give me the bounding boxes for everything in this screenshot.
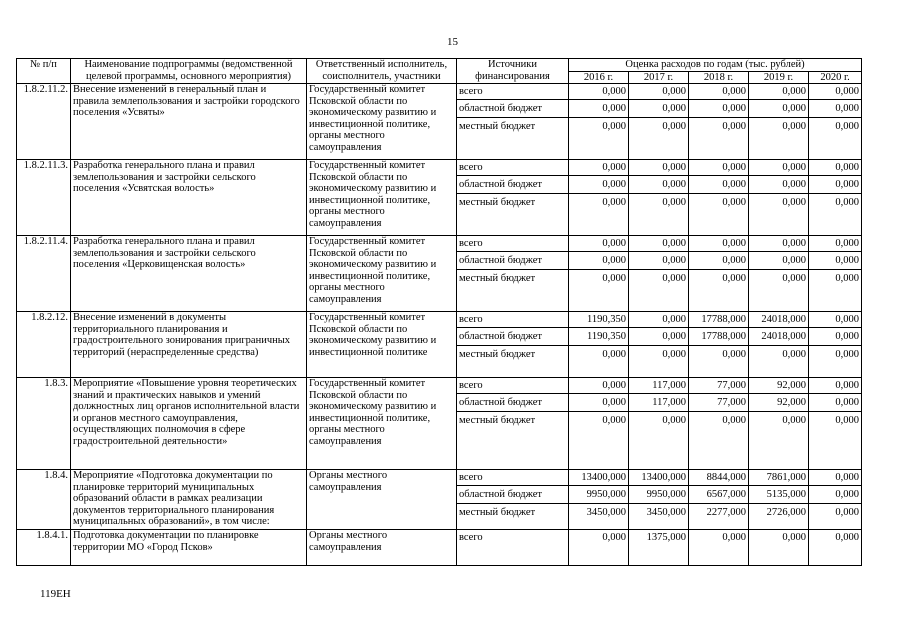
amount-value: 117,000 bbox=[629, 378, 688, 394]
row-code: 1.8.2.12. bbox=[17, 312, 71, 378]
amount-value: 13400,000 bbox=[629, 470, 688, 486]
row-name: Разработка генерального плана и правил землепользования и застройки сельского поселения «Усвятская волость» bbox=[71, 160, 307, 236]
amount-value: 0,000 bbox=[629, 328, 688, 346]
row-executor: Государственный комитет Псковской области по экономическому развитию и инвестиционной политике, органы местного самоуправления bbox=[307, 378, 457, 470]
amount-value: 0,000 bbox=[662, 415, 686, 426]
row-code: 1.8.2.11.2. bbox=[17, 84, 71, 160]
row-name: Мероприятие «Повышение уровня теоретических знаний и практических навыков и умений должностных лиц органов исполнительной власти и органов местного самоуправления, осуществляющих полномочия в сфере градостроительной деятельности» bbox=[71, 378, 307, 470]
row-name: Внесение изменений в генеральный план и правила землепользования и застройки городского поселения «Усвяты» bbox=[71, 84, 307, 160]
header-executor: Ответственный исполнитель, соисполнитель, участники bbox=[307, 59, 457, 84]
year-values bbox=[809, 470, 862, 530]
amount-value: 0,000 bbox=[809, 176, 861, 194]
amount-value: 0,000 bbox=[569, 394, 628, 412]
row-executor: Государственный комитет Псковской области по экономическому развитию и инвестиционной политике, органы местного самоуправления bbox=[307, 160, 457, 236]
amount-value: 0,000 bbox=[749, 160, 808, 176]
amount-value: 92,000 bbox=[749, 378, 808, 394]
amount-value: 2726,000 bbox=[766, 507, 806, 518]
amount-value: 0,000 bbox=[689, 252, 748, 270]
amount-value: 0,000 bbox=[722, 532, 746, 543]
amount-value: 0,000 bbox=[809, 84, 861, 100]
header-name: Наименование подпрограммы (ведомственной целевой программы, основного мероприятия) bbox=[71, 59, 307, 84]
amount-value: 0,000 bbox=[569, 378, 628, 394]
row-code: 1.8.2.11.3. bbox=[17, 160, 71, 236]
budget-table bbox=[16, 58, 862, 566]
row-sources bbox=[457, 160, 569, 236]
amount-value: 2277,000 bbox=[706, 507, 746, 518]
source-label: местный бюджет bbox=[459, 273, 536, 284]
amount-value: 0,000 bbox=[809, 328, 861, 346]
year-values bbox=[629, 312, 689, 378]
amount-value: 0,000 bbox=[749, 100, 808, 118]
row-executor: Государственный комитет Псковской области по экономическому развитию и инвестиционной политике, органы местного самоуправления bbox=[307, 84, 457, 160]
row-executor: Органы местного самоуправления bbox=[307, 530, 457, 566]
source-label: местный бюджет bbox=[459, 349, 536, 360]
year-values bbox=[629, 530, 689, 566]
amount-value: 0,000 bbox=[782, 197, 806, 208]
table-row bbox=[17, 84, 862, 160]
amount-value: 0,000 bbox=[629, 100, 688, 118]
amount-value: 0,000 bbox=[809, 236, 861, 252]
row-sources bbox=[457, 378, 569, 470]
source-label: областной бюджет bbox=[457, 486, 568, 504]
amount-value: 0,000 bbox=[602, 121, 626, 132]
year-values bbox=[749, 470, 809, 530]
amount-value: 0,000 bbox=[662, 197, 686, 208]
header-row-1 bbox=[17, 59, 862, 72]
amount-value: 0,000 bbox=[835, 532, 860, 543]
amount-value: 0,000 bbox=[569, 252, 628, 270]
amount-value: 0,000 bbox=[662, 273, 686, 284]
amount-value: 0,000 bbox=[749, 176, 808, 194]
row-executor: Государственный комитет Псковской области по экономическому развитию и инвестиционной политике bbox=[307, 312, 457, 378]
header-year: 2018 г. bbox=[689, 71, 749, 84]
amount-value: 9950,000 bbox=[569, 486, 628, 504]
row-code: 1.8.4.1. bbox=[17, 530, 71, 566]
amount-value: 0,000 bbox=[569, 160, 628, 176]
amount-value: 0,000 bbox=[662, 121, 686, 132]
amount-value: 0,000 bbox=[602, 532, 626, 543]
year-values bbox=[809, 236, 862, 312]
table-row bbox=[17, 236, 862, 312]
year-values bbox=[689, 236, 749, 312]
amount-value: 117,000 bbox=[629, 394, 688, 412]
year-values bbox=[749, 312, 809, 378]
amount-value: 17788,000 bbox=[689, 328, 748, 346]
amount-value: 0,000 bbox=[835, 349, 860, 360]
amount-value: 0,000 bbox=[629, 84, 688, 100]
row-name: Подготовка документации по планировке территории МО «Город Псков» bbox=[71, 530, 307, 566]
row-executor: Органы местного самоуправления bbox=[307, 470, 457, 530]
year-values bbox=[569, 378, 629, 470]
amount-value: 0,000 bbox=[629, 160, 688, 176]
source-label: местный бюджет bbox=[459, 507, 536, 518]
amount-value: 0,000 bbox=[569, 176, 628, 194]
source-label: областной бюджет bbox=[457, 252, 568, 270]
table-row bbox=[17, 530, 862, 566]
row-code: 1.8.3. bbox=[17, 378, 71, 470]
amount-value: 1375,000 bbox=[646, 532, 686, 543]
row-name: Внесение изменений в документы территориального планирования и градостроительного зонирования приграничных территорий (нераспределенные средства) bbox=[71, 312, 307, 378]
source-label: областной бюджет bbox=[457, 328, 568, 346]
year-values bbox=[689, 312, 749, 378]
source-label: областной бюджет bbox=[457, 176, 568, 194]
amount-value: 0,000 bbox=[602, 415, 626, 426]
source-label: всего bbox=[457, 160, 568, 176]
amount-value: 0,000 bbox=[835, 273, 860, 284]
year-values bbox=[569, 530, 629, 566]
amount-value: 0,000 bbox=[569, 236, 628, 252]
amount-value: 7861,000 bbox=[749, 470, 808, 486]
year-values bbox=[629, 84, 689, 160]
row-sources bbox=[457, 470, 569, 530]
year-values bbox=[629, 470, 689, 530]
amount-value: 0,000 bbox=[689, 84, 748, 100]
amount-value: 0,000 bbox=[629, 176, 688, 194]
year-values bbox=[569, 236, 629, 312]
amount-value: 0,000 bbox=[809, 394, 861, 412]
page-number: 15 bbox=[447, 36, 458, 48]
amount-value: 0,000 bbox=[689, 236, 748, 252]
row-name: Мероприятие «Подготовка документации по планировке территорий муниципальных образований области в рамках реализации документов территориального планирования муниципальных образований», в том числе: bbox=[71, 470, 307, 530]
amount-value: 0,000 bbox=[782, 349, 806, 360]
table-row bbox=[17, 470, 862, 530]
row-name: Разработка генерального плана и правил землепользования и застройки сельского поселения «Церковищенская волость» bbox=[71, 236, 307, 312]
year-values bbox=[569, 160, 629, 236]
amount-value: 0,000 bbox=[689, 100, 748, 118]
year-values bbox=[629, 160, 689, 236]
amount-value: 77,000 bbox=[689, 378, 748, 394]
amount-value: 0,000 bbox=[689, 160, 748, 176]
amount-value: 6567,000 bbox=[689, 486, 748, 504]
source-label: всего bbox=[457, 312, 568, 328]
amount-value: 17788,000 bbox=[689, 312, 748, 328]
year-values bbox=[749, 236, 809, 312]
amount-value: 13400,000 bbox=[569, 470, 628, 486]
header-year: 2020 г. bbox=[809, 71, 862, 84]
amount-value: 0,000 bbox=[602, 197, 626, 208]
amount-value: 0,000 bbox=[835, 197, 860, 208]
header-estimate: Оценка расходов по годам (тыс. рублей) bbox=[569, 59, 862, 72]
amount-value: 0,000 bbox=[629, 252, 688, 270]
year-values bbox=[629, 236, 689, 312]
amount-value: 0,000 bbox=[722, 121, 746, 132]
amount-value: 0,000 bbox=[749, 84, 808, 100]
source-label: всего bbox=[457, 470, 568, 486]
year-values bbox=[689, 378, 749, 470]
row-code: 1.8.2.11.4. bbox=[17, 236, 71, 312]
table-row bbox=[17, 378, 862, 470]
amount-value: 0,000 bbox=[749, 236, 808, 252]
amount-value: 0,000 bbox=[569, 84, 628, 100]
amount-value: 0,000 bbox=[809, 312, 861, 328]
amount-value: 92,000 bbox=[749, 394, 808, 412]
amount-value: 0,000 bbox=[809, 486, 861, 504]
amount-value: 0,000 bbox=[809, 378, 861, 394]
source-label: местный бюджет bbox=[459, 415, 536, 426]
amount-value: 0,000 bbox=[629, 312, 688, 328]
source-label: областной бюджет bbox=[457, 394, 568, 412]
source-label: местный бюджет bbox=[459, 197, 536, 208]
amount-value: 0,000 bbox=[722, 273, 746, 284]
amount-value: 0,000 bbox=[835, 507, 860, 518]
year-values bbox=[809, 530, 862, 566]
amount-value: 0,000 bbox=[569, 100, 628, 118]
year-values bbox=[749, 378, 809, 470]
year-values bbox=[629, 378, 689, 470]
amount-value: 5135,000 bbox=[749, 486, 808, 504]
source-label: местный бюджет bbox=[459, 121, 536, 132]
amount-value: 0,000 bbox=[782, 121, 806, 132]
amount-value: 0,000 bbox=[809, 100, 861, 118]
year-values bbox=[809, 312, 862, 378]
footer-code: 119ЕН bbox=[40, 588, 71, 600]
year-values bbox=[689, 84, 749, 160]
amount-value: 0,000 bbox=[835, 121, 860, 132]
header-year: 2016 г. bbox=[569, 71, 629, 84]
amount-value: 3450,000 bbox=[586, 507, 626, 518]
year-values bbox=[689, 530, 749, 566]
amount-value: 0,000 bbox=[602, 349, 626, 360]
amount-value: 0,000 bbox=[749, 252, 808, 270]
row-sources bbox=[457, 530, 569, 566]
source-label: всего bbox=[459, 532, 483, 543]
year-values bbox=[689, 160, 749, 236]
header-source: Источники финансирования bbox=[457, 59, 569, 84]
amount-value: 0,000 bbox=[782, 415, 806, 426]
header-year: 2017 г. bbox=[629, 71, 689, 84]
year-values bbox=[689, 470, 749, 530]
table-row bbox=[17, 160, 862, 236]
amount-value: 0,000 bbox=[602, 273, 626, 284]
year-values bbox=[569, 470, 629, 530]
row-sources bbox=[457, 236, 569, 312]
row-sources bbox=[457, 84, 569, 160]
amount-value: 0,000 bbox=[722, 197, 746, 208]
year-values bbox=[749, 530, 809, 566]
amount-value: 1190,350 bbox=[569, 312, 628, 328]
amount-value: 0,000 bbox=[809, 160, 861, 176]
row-sources bbox=[457, 312, 569, 378]
source-label: всего bbox=[457, 236, 568, 252]
source-label: всего bbox=[457, 378, 568, 394]
amount-value: 24018,000 bbox=[749, 312, 808, 328]
year-values bbox=[809, 84, 862, 160]
amount-value: 0,000 bbox=[629, 236, 688, 252]
amount-value: 0,000 bbox=[809, 470, 861, 486]
row-executor: Государственный комитет Псковской области по экономическому развитию и инвестиционной политике, органы местного самоуправления bbox=[307, 236, 457, 312]
amount-value: 0,000 bbox=[782, 532, 806, 543]
amount-value: 3450,000 bbox=[646, 507, 686, 518]
source-label: областной бюджет bbox=[457, 100, 568, 118]
amount-value: 0,000 bbox=[722, 349, 746, 360]
amount-value: 0,000 bbox=[835, 415, 860, 426]
amount-value: 0,000 bbox=[722, 415, 746, 426]
row-code: 1.8.4. bbox=[17, 470, 71, 530]
amount-value: 0,000 bbox=[809, 252, 861, 270]
header-year: 2019 г. bbox=[749, 71, 809, 84]
amount-value: 0,000 bbox=[662, 349, 686, 360]
year-values bbox=[569, 312, 629, 378]
source-label: всего bbox=[457, 84, 568, 100]
amount-value: 1190,350 bbox=[569, 328, 628, 346]
year-values bbox=[569, 84, 629, 160]
amount-value: 0,000 bbox=[689, 176, 748, 194]
table-row bbox=[17, 312, 862, 378]
year-values bbox=[749, 160, 809, 236]
amount-value: 77,000 bbox=[689, 394, 748, 412]
year-values bbox=[749, 84, 809, 160]
amount-value: 8844,000 bbox=[689, 470, 748, 486]
amount-value: 24018,000 bbox=[749, 328, 808, 346]
amount-value: 9950,000 bbox=[629, 486, 688, 504]
year-values bbox=[809, 160, 862, 236]
header-num: № п/п bbox=[17, 59, 71, 84]
amount-value: 0,000 bbox=[782, 273, 806, 284]
year-values bbox=[809, 378, 862, 470]
